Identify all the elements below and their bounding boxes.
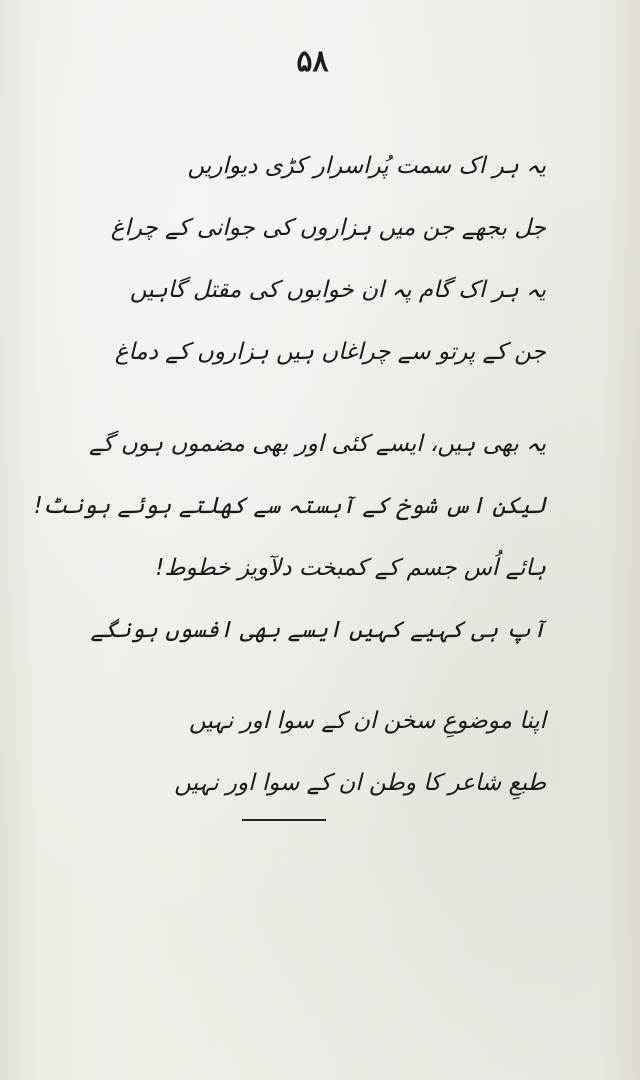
stanza-1: [111, 135, 546, 383]
stanza-3: [174, 690, 546, 814]
verse-line: یہ بھی ہیں، ایسے کئی اور بھی مضموں ہوں گے: [89, 431, 546, 457]
verse-line: جن کے پرتو سے چراغاں ہیں ہزاروں کے دماغ: [114, 339, 546, 365]
stanza-2: [34, 413, 546, 661]
verse-line: اپنا موضوعِ سخن ان کے سوا اور نہیں: [188, 708, 546, 734]
verse-line: طبعِ شاعر کا وطن ان کے سوا اور نہیں: [174, 770, 546, 796]
verse-line: لیکن اس شوخ کے آہستہ سے کھلتے ہوئے ہونٹ!: [33, 493, 546, 519]
end-divider: [242, 819, 326, 821]
verse-line: آپ ہی کہیے کہیں ایسے بھی افسوں ہونگے: [90, 617, 546, 643]
verse-line: ہائے اُس جسم کے کمبخت دلآویز خطوط!: [155, 555, 546, 581]
page-number: ۵۸: [296, 44, 329, 79]
verse-line: جل بجھے جن میں ہزاروں کی جوانی کے چراغ: [110, 215, 546, 241]
verse-line: یہ ہر اک گام پہ ان خوابوں کی مقتل گاہیں: [129, 277, 546, 303]
verse-line: یہ ہر اک سمت پُراسرار کڑی دیواریں: [187, 153, 546, 179]
